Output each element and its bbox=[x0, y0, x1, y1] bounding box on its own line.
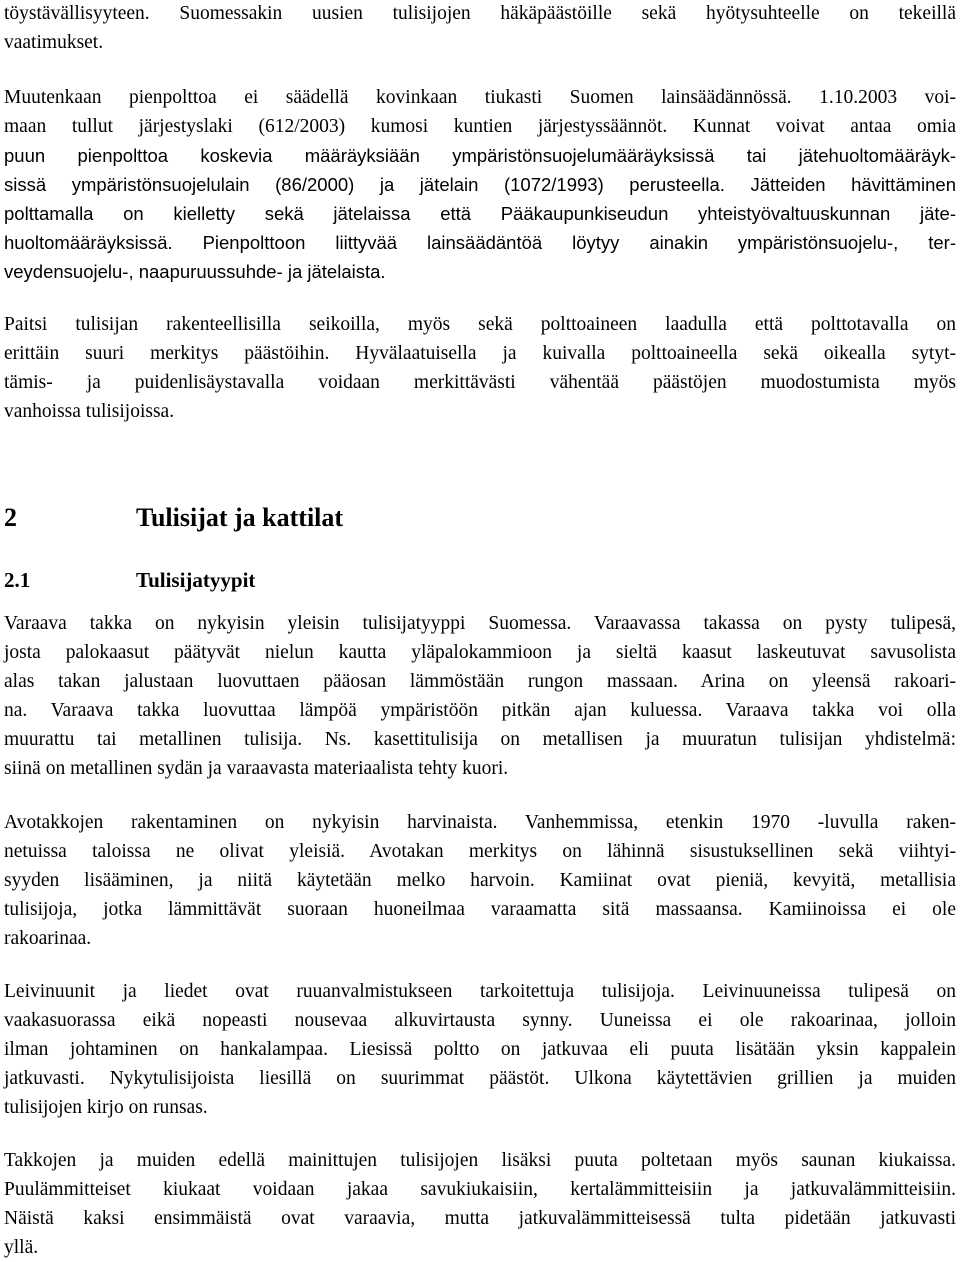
section-title: Tulisijat ja kattilat bbox=[136, 503, 344, 532]
text-line: josta palokaasut päätyvät nielun kautta yläpalokammioon ja sieltä kaasut laskeutuvat savusolista bbox=[4, 642, 956, 663]
text-line: huoltomääräyksissä. Pienpolttoon liittyvää lainsäädäntöä löytyy ainakin ympäristönsuojelu-, ter- bbox=[4, 232, 956, 253]
text-line: rakoarinaa. bbox=[4, 928, 92, 949]
text-line: sissä ympäristönsuojelulain (86/2000) ja jätelain (1072/1993) perusteella. Jätteiden hävittäminen bbox=[4, 174, 956, 195]
text-line: yllä. bbox=[4, 1237, 39, 1258]
text-line: erittäin suuri merkitys päästöihin. Hyvälaatuisella ja kuivalla polttoaineella sekä oikealla sytyt- bbox=[4, 343, 956, 364]
paragraph-emissions bbox=[4, 310, 956, 426]
text-line: tulisijojen kirjo on runsas. bbox=[4, 1097, 208, 1118]
text-line: Varaava takka on nykyisin yleisin tulisijatyyppi Suomessa. Varaavassa takassa on pysty tulipesä, bbox=[4, 613, 956, 634]
paragraph-law bbox=[4, 83, 956, 286]
paragraph-leivinuuni bbox=[4, 977, 956, 1122]
text-line: netuissa taloissa ne olivat yleisiä. Avotakan merkitys on lähinnä sisustuksellinen sekä viihtyi- bbox=[4, 841, 956, 862]
text-line: Avotakkojen rakentaminen on nykyisin harvinaista. Vanhemmissa, etenkin 1970 -luvulla raken- bbox=[4, 812, 956, 833]
text-line: tulisijoja, jotka lämmittävät suoraan huoneilmaa varaamatta sitä massaansa. Kamiinoissa ei ole bbox=[4, 899, 956, 920]
text-line: Muutenkaan pienpolttoa ei säädellä kovinkaan tiukasti Suomen lainsäädännössä. 1.10.2003 voi- bbox=[4, 87, 956, 108]
text-line: vaatimukset. bbox=[4, 32, 104, 53]
text-line: ilman johtaminen on hankalampaa. Liesissä poltto on jatkuvaa eli puuta lisätään yksin kappalein bbox=[4, 1039, 956, 1060]
section-heading bbox=[4, 503, 343, 533]
text-line: jatkuvasti. Nykytulisijoista liesillä on suurimmat päästöt. Ulkona käytettävien grillien ja muiden bbox=[4, 1068, 956, 1089]
text-line: siinä on metallinen sydän ja varaavasta materiaalista tehty kuori. bbox=[4, 758, 509, 779]
text-line: Näistä kaksi ensimmäistä ovat varaavia, mutta jatkuvalämmitteisessä tulta pidetään jatkuvasti bbox=[4, 1208, 956, 1229]
paragraph-varaava bbox=[4, 609, 956, 783]
text-line: alas takan jalustaan luovuttaen pääosan lämmöstään rungon massaan. Arina on yleensä rakoari- bbox=[4, 671, 956, 692]
paragraph-intro bbox=[4, 0, 956, 57]
text-line: vaakasuorassa eikä nopeasti nousevaa alkuvirtausta synny. Uuneissa ei ole rakoarinaa, jolloin bbox=[4, 1010, 956, 1031]
subsection-title: Tulisijatyypit bbox=[136, 568, 256, 592]
text-line: muurattu tai metallinen tulisija. Ns. kasettitulisija on metallisen ja muuratun tulisijan yhdistelmä: bbox=[4, 729, 956, 750]
text-line: veydensuojelu-, naapuruussuhde- ja jätelaista. bbox=[4, 261, 386, 282]
text-line: Leivinuunit ja liedet ovat ruuanvalmistukseen tarkoitettuja tulisijoja. Leivinuuneissa tulipesä on bbox=[4, 981, 956, 1002]
text-line: na. Varaava takka luovuttaa lämpöä ympäristöön pitkän ajan kuluessa. Varaava takka voi olla bbox=[4, 700, 956, 721]
text-line: Paitsi tulisijan rakenteellisilla seikoilla, myös sekä polttoaineen laadulla että polttotavalla on bbox=[4, 314, 956, 335]
text-line: vanhoissa tulisijoissa. bbox=[4, 401, 175, 422]
text-line: polttamalla on kielletty sekä jätelaissa että Pääkaupunkiseudun yhteistyövaltuuskunnan jäte- bbox=[4, 203, 956, 224]
text-line: Takkojen ja muiden edellä mainittujen tulisijojen lisäksi puuta poltetaan myös saunan kiukaissa. bbox=[4, 1150, 956, 1171]
text-line: syyden lisääminen, ja niitä käytetään melko harvoin. Kamiinat ovat pieniä, kevyitä, metallisia bbox=[4, 870, 956, 891]
paragraph-avotakka bbox=[4, 808, 956, 953]
text-line: tämis- ja puidenlisäystavalla voidaan merkittävästi vähentää päästöjen muodostumista myös bbox=[4, 372, 956, 393]
text-line: Puulämmitteiset kiukaat voidaan jakaa savukiukaisiin, kertalämmitteisiin ja jatkuvalämmitteisiin. bbox=[4, 1179, 956, 1200]
text-line: puun pienpolttoa koskevia määräyksiään ympäristönsuojelumääräyksissä tai jätehuoltomääräyk- bbox=[4, 145, 956, 166]
section-number: 2 bbox=[4, 503, 17, 532]
text-line: töystävällisyyteen. Suomessakin uusien tulisijojen häkäpäästöille sekä hyötysuhteelle on tekeillä bbox=[4, 3, 956, 24]
subsection-heading bbox=[4, 568, 255, 593]
paragraph-kiuas bbox=[4, 1146, 956, 1262]
subsection-number: 2.1 bbox=[4, 568, 31, 592]
text-line: maan tullut järjestyslaki (612/2003) kumosi kuntien järjestyssäännöt. Kunnat voivat antaa omia bbox=[4, 116, 956, 137]
